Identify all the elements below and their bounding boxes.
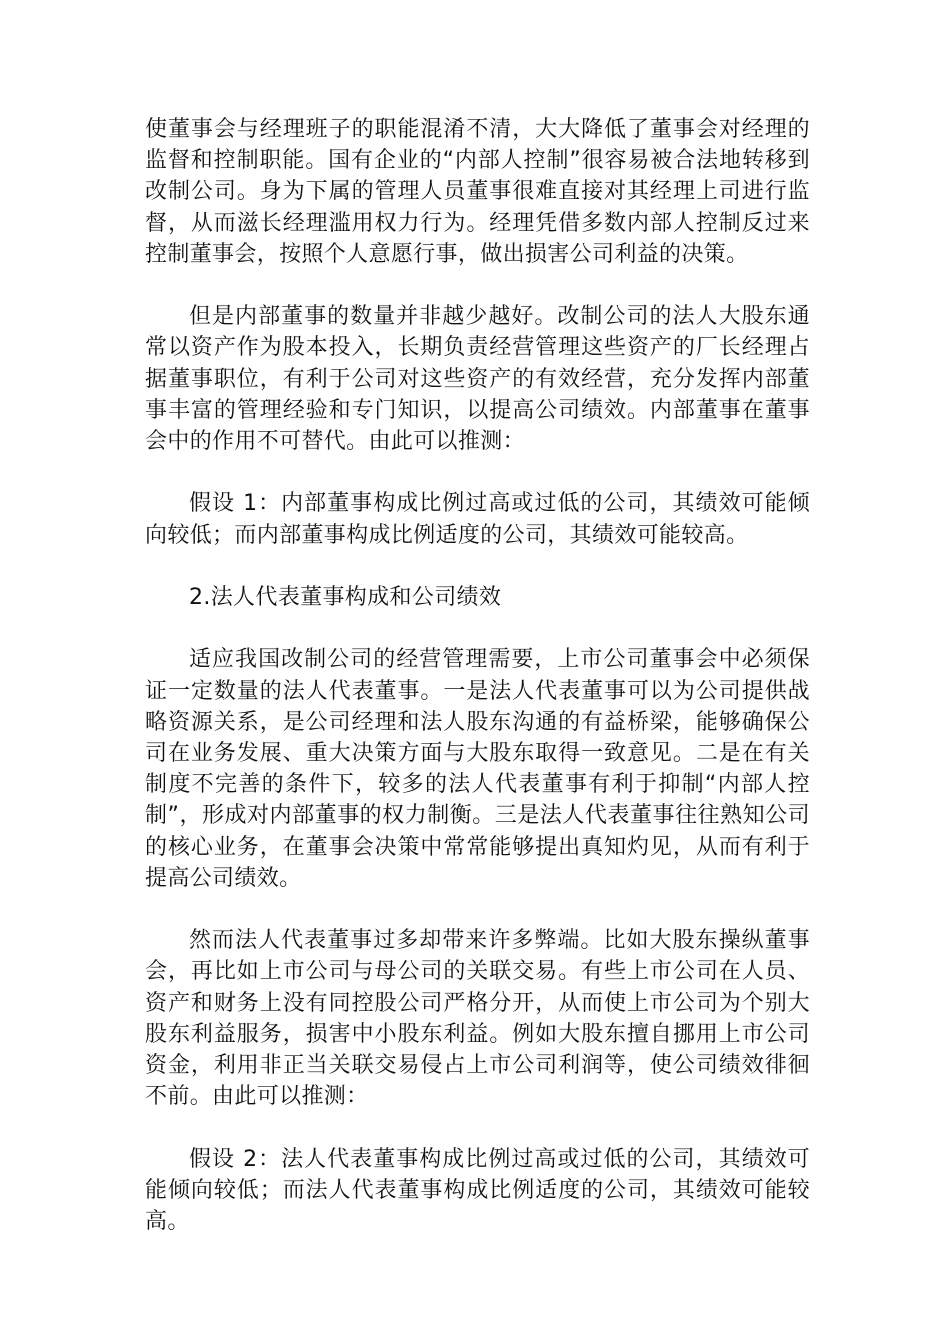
document-page [145, 114, 810, 1268]
hypothesis-1: 假设 1：内部董事构成比例过高或过低的公司，其绩效可能倾向较低；而内部董事构成比例适度的公司，其绩效可能较高。 [145, 491, 810, 548]
paragraph-legal-rep-drawbacks: 然而法人代表董事过多却带来许多弊端。比如大股东操纵董事会，再比如上市公司与母公司的关联交易。有些上市公司在人员、资产和财务上没有同控股公司严格分开，从而使上市公司为个别大股东利益服务，损害中小股东利益。例如大股东擅自挪用上市公司资金，利用非正当关联交易侵占上市公司利润等，使公司绩效徘徊不前。由此可以推测： [145, 928, 810, 1110]
section-heading: 2.法人代表董事构成和公司绩效 [189, 585, 502, 610]
paragraph-inside-directors: 但是内部董事的数量并非越少越好。改制公司的法人大股东通常以资产作为股本投入，长期负责经营管理这些资产的厂长经理占据董事职位，有利于公司对这些资产的有效经营，充分发挥内部董事丰富的管理经验和专门知识，以提高公司绩效。内部董事在董事会中的作用不可替代。由此可以推测： [145, 304, 810, 455]
hypothesis-2: 假设 2：法人代表董事构成比例过高或过低的公司，其绩效可能倾向较低；而法人代表董事构成比例适度的公司，其绩效可能较高。 [145, 1146, 810, 1235]
paragraph-legal-rep-benefits: 适应我国改制公司的经营管理需要，上市公司董事会中必须保证一定数量的法人代表董事。一是法人代表董事可以为公司提供战略资源关系，是公司经理和法人股东沟通的有益桥梁，能够确保公司在业务发展、重大决策方面与大股东取得一致意见。二是在有关制度不完善的条件下，较多的法人代表董事有利于抑制“内部人控制”，形成对内部董事的权力制衡。三是法人代表董事往往熟知公司的核心业务，在董事会决策中常常能够提出真知灼见，从而有利于提高公司绩效。 [145, 647, 810, 891]
paragraph-continuation: 使董事会与经理班子的职能混淆不清，大大降低了董事会对经理的监督和控制职能。国有企业的“内部人控制”很容易被合法地转移到改制公司。身为下属的管理人员董事很难直接对其经理上司进行监督，从而滋长经理滥用权力行为。经理凭借多数内部人控制反过来控制董事会，按照个人意愿行事，做出损害公司利益的决策。 [145, 117, 810, 267]
